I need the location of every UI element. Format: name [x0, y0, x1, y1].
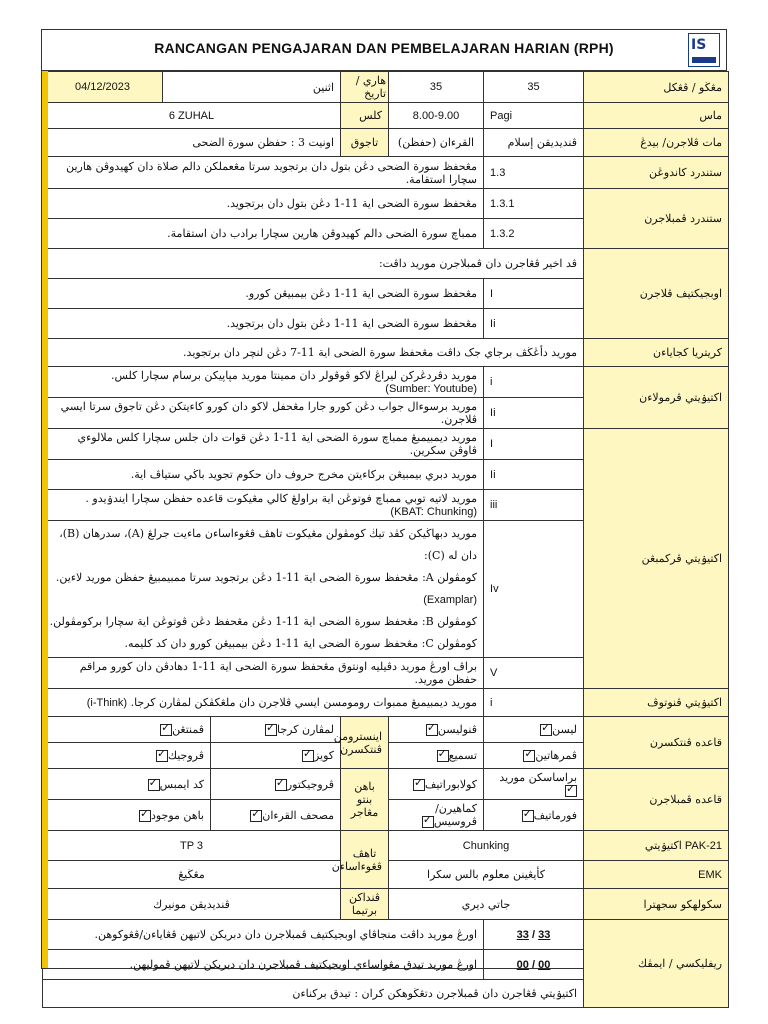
- permulaan-text-1-en: (Sumber: Youtube): [385, 383, 478, 395]
- sp-text-2: ممباچ سورة الضحى دالم كهيدوڤن هارين سچارا برادب دان استقامة.: [43, 219, 484, 249]
- permulaan-text-2: موريد برسوءال جواب دڠن كورو جارا مڠحفل لاكو دان كورو كاءيتكن دڠن تاجوق سرتا ايسي ڤلاجرن.: [43, 398, 484, 429]
- perkembangan-text-3-en: (KBAT: Chunking): [390, 506, 478, 518]
- penutup-text: [43, 689, 484, 717]
- perkembangan-text-1: موريد ديمبيمبڠ ممباچ سورة الضحى اية 11-1 دڠن قوات دان جلس سچارا كلس ملالوءي ڤاوڤن سكرين.: [43, 429, 484, 460]
- objektif-label: اوبجيكتيف ڤلاجرن: [584, 249, 729, 339]
- kaedah-opt-r1b-label: كد ايمبس: [159, 777, 204, 791]
- teknik-opt-r1a-label: لمڤارن كرجا: [277, 723, 335, 736]
- refleksi-note: اكتيۏيتي ڤڠاجرن دان ڤمبلاجرن دتڠڬوهكن كران : تيدق بركناءن: [43, 980, 584, 1008]
- kaedah-opt-l2a: [484, 800, 584, 831]
- teknik-label: قاعده ڤنتكسرن: [584, 717, 729, 769]
- checkbox-icon[interactable]: [156, 750, 168, 762]
- checkbox-icon[interactable]: [422, 816, 434, 828]
- perkembangan-text-4: [43, 521, 484, 658]
- perkembangan-sub-b: كومڤولن B: مڠحفظ سورة الضحى اية 11-1 دڠن مڠحفظ دڠن ڤوتوڠن اية سچارا بركومڤولن.: [49, 615, 478, 628]
- perkembangan-label: اكتيۏيتي ڤركمبڠن: [584, 429, 729, 689]
- teknik-opt-r1b: [43, 717, 211, 743]
- page-title: RANCANGAN PENGAJARAN DAN PEMBELAJARAN HARIAN (RPH): [154, 40, 614, 56]
- emk-label: EMK: [584, 861, 729, 889]
- checkbox-icon[interactable]: [565, 785, 577, 797]
- sekolah-value: جاتي ديري: [389, 889, 584, 920]
- perkembangan-text-5: براڤ اورڠ موريد دڤيليه اونتوق مڠحفظ سورة الضحى اية 11-1 دهادڤن دان كورو مراقم حفظن موريد.: [43, 658, 484, 689]
- tp-value: TP 3: [43, 831, 341, 861]
- teknik-opt-r1b-label: ڤمنتڠن: [172, 723, 204, 736]
- sesi-value: Pagi: [484, 103, 584, 129]
- teknik-opt-l2a-label: ڤمرهاتين: [535, 749, 578, 762]
- kaedah-opt-r2a: [211, 800, 341, 831]
- teknik-opt-r2b-label: ڤروجيك: [167, 749, 204, 762]
- kaedah-opt-r2b: [43, 800, 211, 831]
- objektif-intro: ڤد اخير ڤڠاجرن دان ڤمبلاجرن موريد داڤت:: [43, 249, 584, 279]
- objektif-no-2: Ii: [484, 309, 584, 339]
- kaedah-opt-l1a-label: براساسكن موريد: [499, 771, 578, 784]
- masa-label: ماس: [584, 103, 729, 129]
- kaedah-opt-l1b: [389, 769, 484, 800]
- checkbox-icon[interactable]: [160, 724, 172, 736]
- permulaan-text-1-ar: موريد دڤردڠركن ليراڠ لاكو ڤوڤولر دان ممينتا موريد مڽاپيكن برسام سچارا كلس.: [110, 369, 478, 382]
- refleksi-label: ريفليكسي / ايمڤك: [584, 920, 729, 1008]
- mp-label: مات ڤلاجرن/ بيدڠ: [584, 129, 729, 157]
- kaedah-mid-label: باهن بنتو مڠاجر: [341, 769, 389, 831]
- sp-text-1: مڠحفظ سورة الضحى اية 11-1 دڠن بتول دان برتجويد.: [43, 189, 484, 219]
- refleksi-d-2: 00: [538, 958, 551, 971]
- kaedah-opt-r1a-label: ڤروجيكتور: [286, 777, 335, 791]
- kbat-value: مڠڬيڠ: [43, 861, 341, 889]
- permulaan-label: اكتيۏيتي ڤرمولاءن: [584, 367, 729, 429]
- teknik-opt-l1a-label: ليسن: [552, 723, 578, 736]
- hari-value: اثنين: [163, 72, 341, 103]
- kaedah-opt-l2b: [389, 800, 484, 831]
- checkbox-icon[interactable]: [426, 724, 438, 736]
- kaedah-label: قاعده ڤمبلاجرن: [584, 769, 729, 831]
- minggu-value: 35: [389, 72, 484, 103]
- minggu-label: مڠڬو / ڤڠكل: [584, 72, 729, 103]
- checkbox-icon[interactable]: [437, 750, 449, 762]
- sk-label: ستندرد كاندوڠن: [584, 157, 729, 189]
- penutup-text-en: (i-Think): [86, 697, 128, 709]
- checkbox-icon[interactable]: [275, 779, 287, 791]
- perkembangan-text-2: موريد دبري بيمبيڠن بركاءيتن مخرج حروف دان حكوم تجويد باڬي ستياڤ اية.: [43, 460, 484, 490]
- rph-table: [42, 71, 729, 1008]
- kaedah-opt-l1b-label: كولابوراتيف: [424, 777, 478, 791]
- checkbox-icon[interactable]: [522, 810, 534, 822]
- teknik-opt-r2a: [211, 743, 341, 769]
- perkembangan-text-4-main: موريد دبهاڬيكن كڤد تيڬ كومڤولن مڠيكوت تاهڤ ڤڠوءاساءن ماءيت جرلڠ (A)، سدرهان (B)، دان له (C):: [59, 527, 478, 562]
- checkbox-icon[interactable]: [148, 779, 160, 791]
- penutup-no: i: [484, 689, 584, 717]
- sk-code: 1.3: [484, 157, 584, 189]
- pak-value: Chunking: [389, 831, 584, 861]
- perkembangan-no-2: Ii: [484, 460, 584, 490]
- header: [42, 30, 726, 71]
- teknik-opt-l2a: [484, 743, 584, 769]
- refleksi-text-2: اورڠ موريد تيدق مڠواساءي اوبجيكتيف ڤمبلاجرن دان دبريكن لاتيهن ڤموليهن.: [43, 950, 484, 980]
- sekolah-label: سكولهكو سجهترا: [584, 889, 729, 920]
- teknik-opt-l1b-label: ڤنوليسن: [437, 723, 478, 736]
- teknik-mid-label: اينسترومن ڤنتكسرن: [341, 717, 389, 769]
- nilai-label: ڤنداكن برتيما: [341, 889, 389, 920]
- objektif-text-2: مڠحفظ سورة الضحى اية 11-1 دڠن بتول دان برتجويد.: [43, 309, 484, 339]
- permulaan-text-1: [43, 367, 484, 398]
- perkembangan-text-3: [43, 490, 484, 521]
- tarikh-value: 04/12/2023: [43, 72, 163, 103]
- nilai-value: ڤنديديقن مونيرك: [43, 889, 341, 920]
- perkembangan-no-5: V: [484, 658, 584, 689]
- left-accent-bar: [42, 30, 48, 968]
- kaedah-opt-r2b-label: باهن موجود: [150, 808, 204, 822]
- perkembangan-no-1: I: [484, 429, 584, 460]
- penutup-label: اكتيۏيتي ڤنوتوڤ: [584, 689, 729, 717]
- kaedah-opt-r1b: [43, 769, 211, 800]
- teknik-opt-r1a: [211, 717, 341, 743]
- masa-value: 8.00-9.00: [389, 103, 484, 129]
- checkbox-icon[interactable]: [540, 724, 552, 736]
- refleksi-text-1: اورڠ موريد داڤت منجاڤاي اوبجيكتيف ڤمبلاجرن دان دبريكن لاتيهن ڤڠاياءن/ڤڠوكوهن.: [43, 920, 484, 950]
- penutup-text-ar: موريد ديمبيمبڠ ممبوات رومومسن ايسي ڤلاجرن دان ملڠكڤكن لمڤارن كرجا.: [130, 696, 478, 709]
- hari-label: هاري / تاريخ: [341, 72, 389, 103]
- refleksi-d-1: 33: [538, 928, 551, 941]
- checkbox-icon[interactable]: [139, 810, 151, 822]
- mp-value: ڤنديديقن إسلام: [484, 129, 584, 157]
- refleksi-n-1: 33: [516, 928, 529, 941]
- refleksi-count-2: 00 / 00: [484, 950, 584, 980]
- kaedah-opt-l2a-label: فورماتيف: [533, 808, 578, 822]
- perkembangan-sub-a: [49, 567, 477, 611]
- sp-code-1: 1.3.1: [484, 189, 584, 219]
- kaedah-opt-r2a-label: مصحف القرءان: [262, 808, 335, 822]
- tp-label: تاهڤ ڤڠوءاساءن: [341, 831, 389, 889]
- kriteria-label: كريتريا كجاياءن: [584, 339, 729, 367]
- checkbox-icon[interactable]: [302, 750, 314, 762]
- kaedah-opt-l2b-label: كماهيرن/ڤروسيس: [433, 802, 478, 828]
- sub-a-en: (Examplar): [423, 594, 478, 606]
- checkbox-icon[interactable]: [413, 779, 425, 791]
- refleksi-count-1: 33 / 33: [484, 920, 584, 950]
- sp-label: ستندرد ڤمبلاجرن: [584, 189, 729, 249]
- objektif-text-1: مڠحفظ سورة الضحى اية 11-1 دڠن بيمبيڠن كورو.: [43, 279, 484, 309]
- kelas-value: 6 ZUHAL: [43, 103, 341, 129]
- pak-label: اكتيۏيتي PAK-21: [584, 831, 729, 861]
- checkbox-icon[interactable]: [250, 810, 262, 822]
- tajuk-value: اونيت 3 : حفظن سورة الضحى: [43, 129, 341, 157]
- objektif-no-1: I: [484, 279, 584, 309]
- permulaan-no-1: i: [484, 367, 584, 398]
- teknik-opt-r2a-label: كويز: [313, 749, 335, 762]
- minggu-value-2: 35: [484, 72, 584, 103]
- teknik-opt-l2b: [389, 743, 484, 769]
- checkbox-icon[interactable]: [265, 724, 277, 736]
- permulaan-no-2: Ii: [484, 398, 584, 429]
- teknik-opt-l1b: [389, 717, 484, 743]
- refleksi-n-2: 00: [516, 958, 529, 971]
- school-logo-icon: IS: [688, 33, 720, 67]
- bidang-value: القرءان (حفظن): [389, 129, 484, 157]
- kriteria-text: موريد دأڠڬڤ برجاي جک داڤت مڠحفظ سورة الضحى اية 11-7 دڠن لنچر دان برتجويد.: [43, 339, 584, 367]
- rph-page: [41, 29, 727, 1000]
- sp-code-2: 1.3.2: [484, 219, 584, 249]
- teknik-opt-l2b-label: تسميع: [448, 749, 478, 762]
- sk-text: مڠحفظ سورة الضحى دڠن بتول دان برتجويد سرتا مڠعملكن دالم صلاة دان كهيدوڤن هارين سچارا استقامة.: [43, 157, 484, 189]
- perkembangan-sub-c: كومڤولن C: مڠحفظ سورة الضحى اية 11-1 دڠن بيمبيڠن كورو دان كد كليمه.: [124, 637, 478, 650]
- perkembangan-text-3-ar: موريد لاتيه توبي ممباچ فوتوڠن اية براولڠ كالي مڠيكوت قاعده حفظن سچارا ايندۏيدو .: [85, 492, 478, 505]
- perkembangan-no-3: iii: [484, 490, 584, 521]
- teknik-opt-r2b: [43, 743, 211, 769]
- teknik-opt-l1a: [484, 717, 584, 743]
- tajuk-label: تاجوق: [341, 129, 389, 157]
- perkembangan-no-4: Iv: [484, 521, 584, 658]
- kaedah-opt-l1a: [484, 769, 584, 800]
- kelas-label: كلس: [341, 103, 389, 129]
- kaedah-opt-r1a: [211, 769, 341, 800]
- checkbox-icon[interactable]: [523, 750, 535, 762]
- sub-a-text: كومڤولن A: مڠحفظ سورة الضحى اية 11-1 دڠن برتجويد سرتا ممبيمبيڠ حفظن موريد لاءين.: [55, 571, 478, 584]
- emk-value: كأيڠينن معلوم بالس سكرا: [389, 861, 584, 889]
